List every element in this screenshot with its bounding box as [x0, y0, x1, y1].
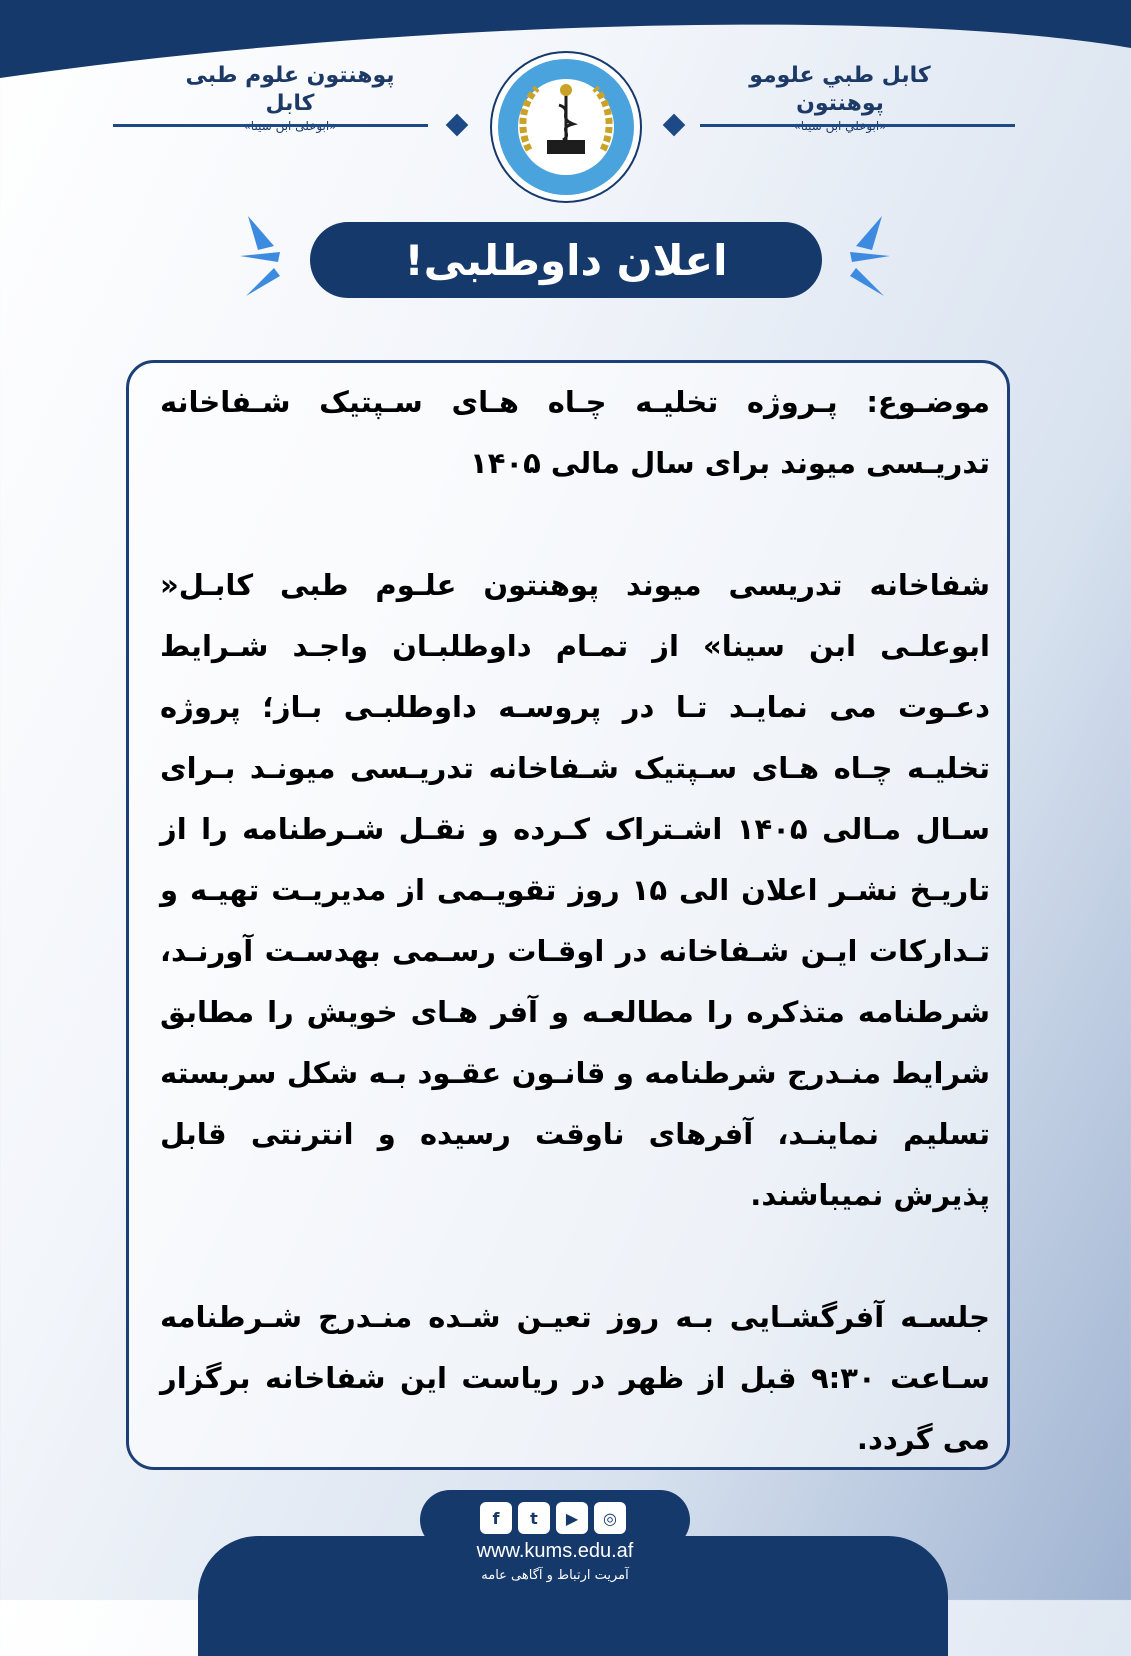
burst-right-icon [830, 212, 890, 298]
twitter-icon[interactable]: t [518, 1502, 550, 1534]
web-icon[interactable]: ◎ [594, 1502, 626, 1534]
website-link[interactable]: www.kums.edu.af [476, 1540, 634, 1562]
university-name-pashto: کابل طبي علومو پوهنتون [749, 63, 931, 116]
header-diamond-left [446, 114, 469, 137]
youtube-icon[interactable]: ▶ [556, 1502, 588, 1534]
header-divider-right [700, 124, 1015, 127]
announcement-body [160, 372, 990, 1470]
header-divider-left [113, 124, 428, 127]
facebook-icon[interactable]: f [480, 1502, 512, 1534]
page-title: اعلان داوطلبی! [310, 222, 822, 298]
university-name-dari: پوهنتون علوم طبی کابل [185, 63, 395, 116]
header-diamond-right [663, 114, 686, 137]
university-seal-icon [489, 50, 643, 204]
subject-line: موضـوع: پـروژه تخلیـه چـاه هـای سـپتیک شـفاخانه تدریـسی میوند برای سال مالی ۱۴۰۵ [160, 385, 990, 480]
announcement-paragraph-1: شفاخانه تدریسی میوند پوهنتون علـوم طبی کابـل« ابوعلـی ابن سینا» از تمـام داوطلبـان واجـد شـرایط دعـوت می نمایـد تـا در پروسـه داوطلبـی بـاز؛ پروژه تخلیـه چـاه هـای سـپتیک شـفاخانه تدریـسی میونـد بـرای سـال مـالی ۱۴۰۵ اشـتراک کـرده و نقـل شـرطنامه را از تاریـخ نشـر اعلان الی ۱۵ روز تقویـمی از مدیریـت تهیـه و تـدارکات ایـن شـفاخانه در اوقـات رسـمی بهدسـت آورنـد، شرطنامه متذکره را مطالعـه و آفر هـای خویش را مطابق شرایط منـدرج شرطنامه و قانـون عقـود بـه شکل سربسته تسلیم نماینـد، آفرهای ناوقت رسیده و انترنتی قابل پذیرش نمیباشند. [160, 568, 990, 1212]
burst-left-icon [240, 212, 300, 298]
department-name: آمریت ارتباط و آگاهی عامه [481, 1568, 629, 1583]
announcement-paragraph-2: جلسـه آفرگشـایی بـه روز تعیـن شـده منـدرج شـرطنامه سـاعت ۹:۳۰ قبل از ظهر در ریاست این شفاخانه برگزار می گردد. [160, 1300, 990, 1456]
